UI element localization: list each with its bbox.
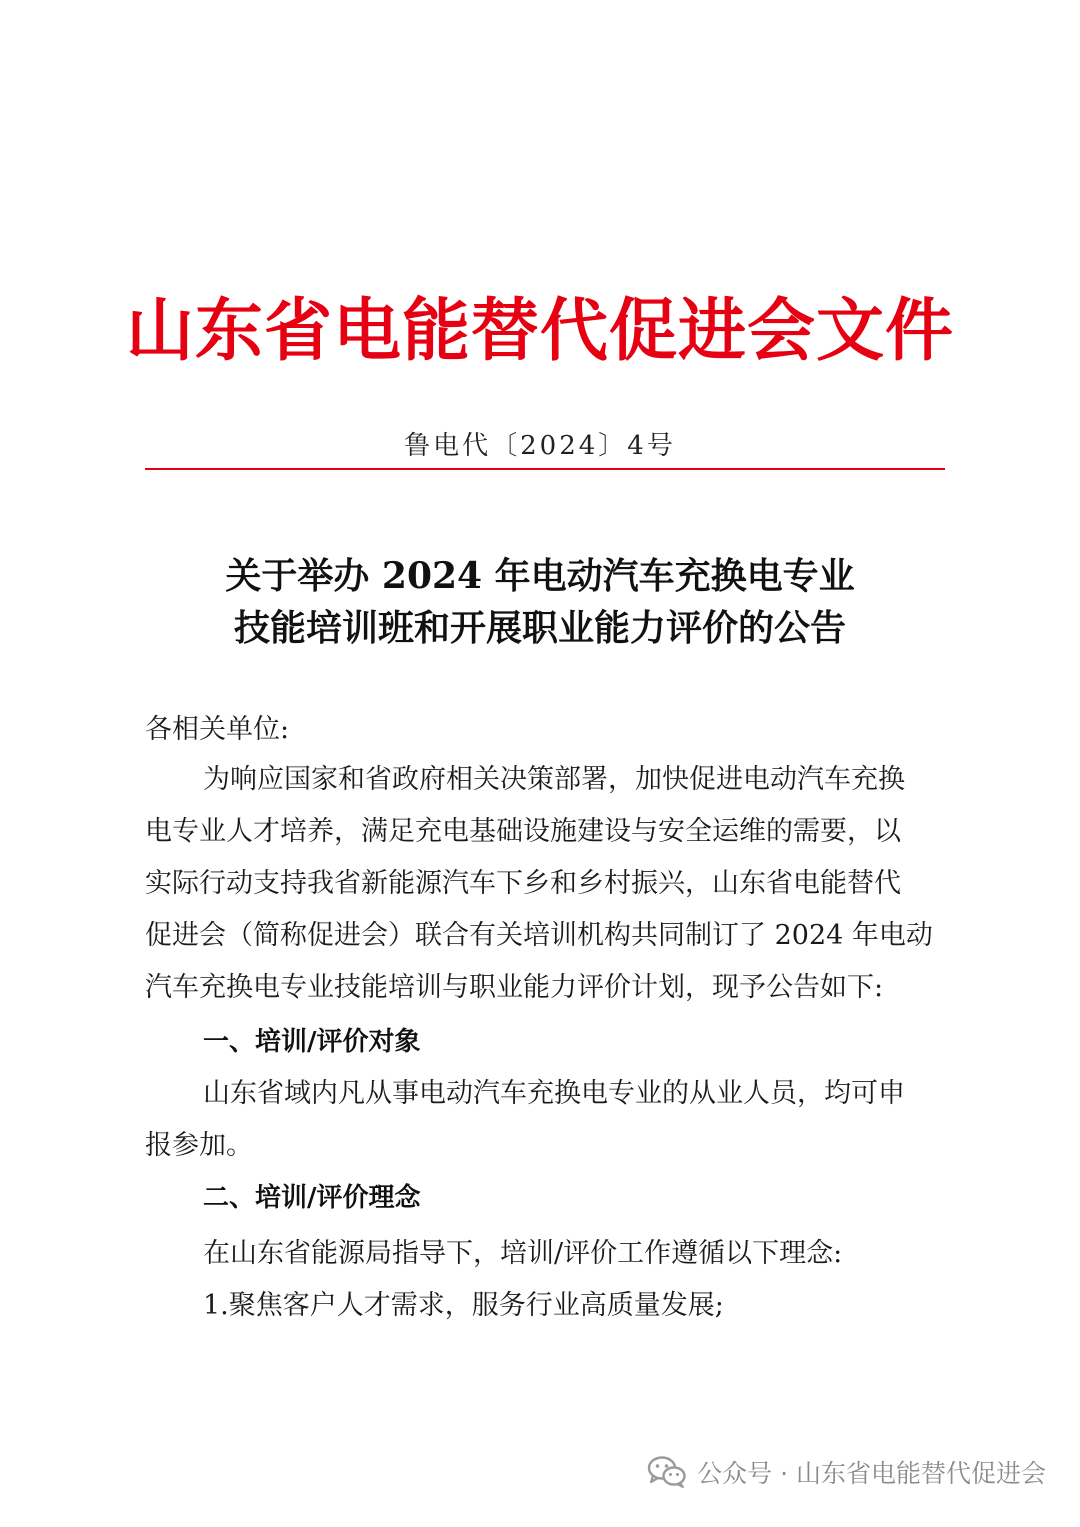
section2-item-1: 1.聚焦客户人才需求，服务行业高质量发展; — [203, 1290, 724, 1321]
intro-line: 促进会（简称促进会）联合有关培训机构共同制订了 2024 年电动 — [145, 920, 933, 951]
section-heading-2: 二、培训/评价理念 — [203, 1183, 421, 1213]
intro-paragraph — [145, 754, 945, 1014]
red-divider-line — [145, 468, 945, 470]
section-heading-1: 一、培训/评价对象 — [203, 1027, 421, 1057]
section2-intro: 在山东省能源局指导下，培训/评价工作遵循以下理念: — [203, 1238, 843, 1269]
salutation: 各相关单位: — [145, 714, 290, 745]
document-number: 鲁电代〔2024〕4号 — [404, 431, 676, 461]
section1-line: 山东省域内凡从事电动汽车充换电专业的从业人员，均可申 — [203, 1078, 905, 1109]
watermark-text: 公众号 · 山东省电能替代促进会 — [697, 1459, 1046, 1488]
section1-paragraph — [145, 1068, 945, 1172]
title-line-1: 关于举办 2024 年电动汽车充换电专业 — [225, 555, 855, 597]
wechat-icon — [647, 1455, 687, 1489]
title-line-2: 技能培训班和开展职业能力评价的公告 — [233, 607, 846, 649]
intro-line: 电专业人才培养，满足充电基础设施建设与安全运维的需要，以 — [145, 816, 901, 847]
section1-line: 报参加。 — [145, 1130, 253, 1161]
wechat-watermark — [647, 1452, 1046, 1492]
masthead-title: 山东省电能替代促进会文件 — [125, 291, 954, 371]
intro-line: 汽车充换电专业技能培训与职业能力评价计划，现予公告如下: — [145, 972, 884, 1003]
document-title — [0, 550, 1080, 654]
intro-line: 实际行动支持我省新能源汽车下乡和乡村振兴，山东省电能替代 — [145, 868, 901, 899]
intro-line: 为响应国家和省政府相关决策部署，加快促进电动汽车充换 — [203, 764, 905, 795]
